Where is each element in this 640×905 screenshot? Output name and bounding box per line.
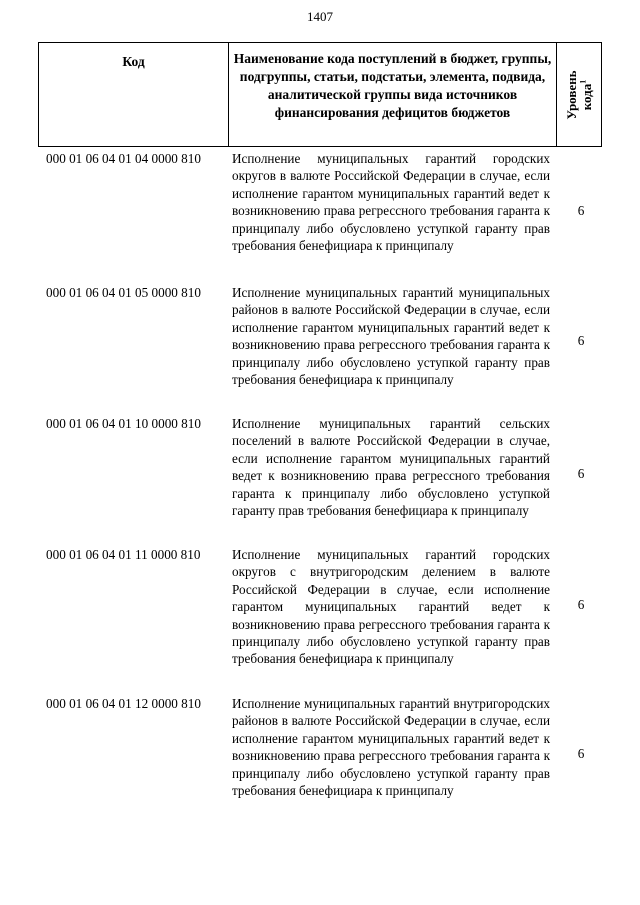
header-code: Код [39,43,229,146]
row-code: 000 01 06 04 01 12 0000 810 [46,696,201,711]
row-description: Исполнение муниципальных гарантий городских округов с внутригородским делением в валюте Российской Федерации в случае, если исполнение гарантом муниципальных гарантий ведет к возникновению права регрессного требования гаранта к принципалу либо обусловлено уступкой гаранту прав требования бенефициара к принципалу [232,547,550,667]
row-description: Исполнение муниципальных гарантий муниципальных районов в валюте Российской Федерации в случае, если исполнение гарантом муниципальных гарантий ведет к возникновению права регрессного требования гаранта к принципалу либо обусловлено уступкой гаранту прав требования бенефициара к принципалу [232,285,550,388]
table-header [38,42,602,147]
row-code: 000 01 06 04 01 05 0000 810 [46,285,201,300]
row-level: 6 [577,203,585,218]
row-description: Исполнение муниципальных гарантий внутригородских районов в валюте Российской Федерации в случае, если исполнение гарантом муниципальных гарантий ведет к возникновению права регрессного требования гаранта к принципалу либо обусловлено уступкой гаранту прав требования бенефициара к принципалу [232,696,550,799]
row-level: 6 [577,746,585,761]
header-name: Наименование кода поступлений в бюджет, группы, подгруппы, статьи, подстатьи, элемента, подвида, аналитической группы вида источников финансирования дефицитов бюджетов [229,43,557,146]
header-level-text [564,70,594,119]
row-code: 000 01 06 04 01 10 0000 810 [46,416,201,431]
header-level-line1: Уровень [564,69,579,120]
row-description: Исполнение муниципальных гарантий сельских поселений в валюте Российской Федерации в случае, если исполнение гарантом муниципальных гарантий ведет к возникновению права регрессного требования гаранта к принципалу либо обусловлено уступкой гаранту прав требования бенефициара к принципалу [232,416,550,519]
header-level-footnote: 1 [578,79,588,84]
row-code: 000 01 06 04 01 11 0000 810 [46,547,201,562]
header-level [557,43,601,146]
page-number: 1407 [307,9,333,24]
row-level: 6 [577,597,585,612]
row-level: 6 [577,333,585,348]
header-level-line2: кода [579,83,594,110]
row-level: 6 [577,466,585,481]
row-code: 000 01 06 04 01 04 0000 810 [46,151,201,166]
row-description: Исполнение муниципальных гарантий городских округов в валюте Российской Федерации в случае, если исполнение гарантом муниципальных гарантий ведет к возникновению права регрессного требования гаранта к принципалу либо обусловлено уступкой гаранту прав требования бенефициара к принципалу [232,151,550,254]
